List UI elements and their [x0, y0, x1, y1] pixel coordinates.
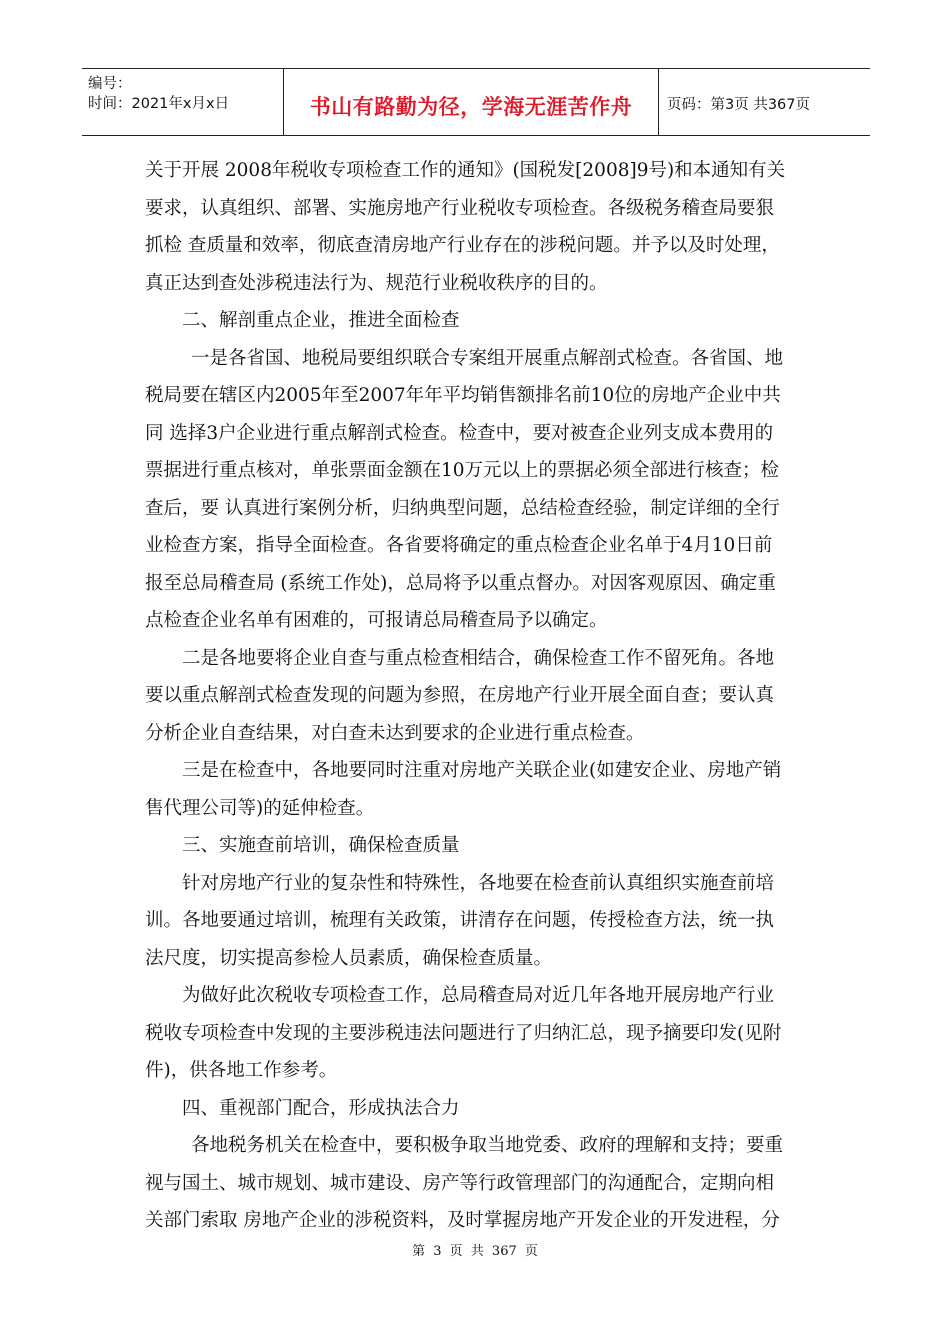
body-line: 点检查企业名单有困难的，可报请总局稽查局予以确定。: [145, 610, 608, 631]
body-line: 要求，认真组织、部署、实施房地产行业税收专项检查。各级税务稽查局要狠: [145, 197, 775, 219]
body-line: 视与国土、城市规划、城市建设、房产等行政管理部门的沟通配合，定期向相: [145, 1172, 775, 1194]
body-line: 抓检 查质量和效率，彻底查清房地产行业存在的涉税问题。并予以及时处理，: [145, 235, 780, 256]
section-heading: 三、实施查前培训，确保检查质量: [182, 835, 460, 856]
header-meta-cell: [82, 69, 284, 135]
body-line: 票据进行重点核对，单张票面金额在10万元以上的票据必须全部进行核查；检: [145, 460, 780, 481]
body-line: 针对房地产行业的复杂性和特殊性，各地要在检查前认真组织实施查前培: [182, 872, 775, 894]
header-motto-cell: [284, 69, 659, 135]
body-line: 二是各地要将企业自查与重点检查相结合，确保检查工作不留死角。各地: [182, 647, 775, 669]
body-line: 业检查方案，指导全面检查。各省要将确定的重点检查企业名单于4月10日前: [145, 535, 773, 556]
body-line: 报至总局稽查局 (系统工作处)，总局将予以重点督办。对因客观原因、确定重: [145, 572, 776, 594]
date-label: 时间：2021年x月x日: [88, 96, 230, 112]
body-line: 件)，供各地工作参考。: [145, 1060, 338, 1081]
body-line: 一是各省国、地税局要组织联合专案组开展重点解剖式检查。各省国、地: [191, 347, 784, 369]
body-line: 各地税务机关在检查中，要积极争取当地党委、政府的理解和支持；要重: [191, 1135, 784, 1156]
motto-text: 书山有路勤为径，学海无涯苦作舟: [309, 95, 633, 119]
body-line: 法尺度，切实提高参检人员素质，确保检查质量。: [145, 947, 553, 969]
document-body: [145, 152, 813, 1240]
body-line: 售代理公司等)的延伸检查。: [145, 797, 375, 819]
body-line: 分析企业自查结果，对白查未达到要求的企业进行重点检查。: [145, 722, 645, 744]
body-line: 关于开展 2008年税收专项检查工作的通知》(国税发[2008]9号)和本通知有关: [145, 160, 786, 181]
serial-label: 编号：: [88, 76, 132, 92]
body-line: 三是在检查中，各地要同时注重对房地产关联企业(如建安企业、房地产销: [182, 760, 782, 781]
body-line: 真正达到查处涉税违法行为、规范行业税收秩序的目的。: [145, 272, 608, 294]
body-line: 同 选择3户企业进行重点解剖式检查。检查中，要对被查企业列支成本费用的: [145, 422, 774, 444]
page-footer: 第 3 页 共 367 页: [412, 1244, 538, 1259]
header-page-cell: [659, 69, 870, 135]
section-heading: 二、解剖重点企业，推进全面检查: [182, 310, 460, 331]
body-line: 训。各地要通过培训，梳理有关政策，讲清存在问题，传授检查方法，统一执: [145, 910, 775, 931]
page-header: [82, 68, 870, 136]
body-line: 要以重点解剖式检查发现的问题为参照，在房地产行业开展全面自查；要认真: [145, 685, 775, 706]
body-line: 为做好此次税收专项检查工作，总局稽查局对近几年各地开展房地产行业: [182, 985, 775, 1006]
page-info: 页码：第3页 共367页: [667, 97, 811, 113]
body-line: 关部门索取 房地产企业的涉税资料，及时掌握房地产开发企业的开发进程，分: [145, 1210, 780, 1231]
body-line: 税收专项检查中发现的主要涉税违法问题进行了归纳汇总，现予摘要印发(见附: [145, 1022, 782, 1044]
body-line: 查后，要 认真进行案例分析，归纳典型问题，总结检查经验，制定详细的全行: [145, 497, 780, 519]
body-line: 税局要在辖区内2005年至2007年年平均销售额排名前10位的房地产企业中共: [145, 385, 781, 406]
section-heading: 四、重视部门配合，形成执法合力: [182, 1097, 460, 1119]
